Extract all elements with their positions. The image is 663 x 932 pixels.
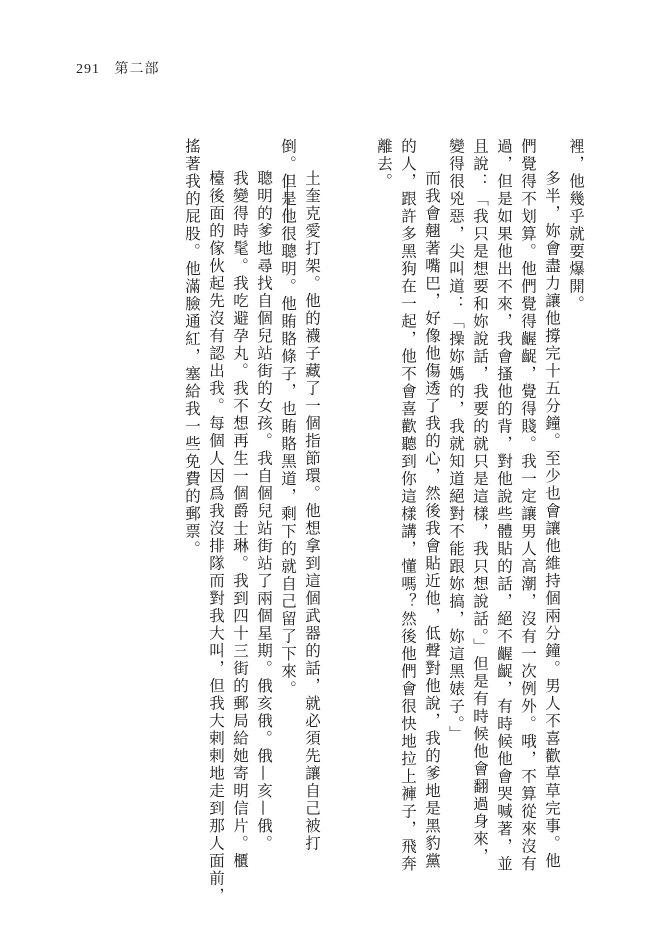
section-title: 第二部 (114, 62, 160, 77)
text-column (348, 138, 372, 898)
text-column: 裡，他幾乎就要爆開。 (567, 138, 585, 313)
text-column: 聰明的爹地尋找自個兒站街的女孩。我自個兒站街站了兩個星期。俄亥俄。俄—亥—俄。 (255, 170, 273, 853)
vertical-text-body (180, 138, 588, 905)
text-column: 且說：「我只是想要和妳說話，我要的就只是這樣，我只想說話。」但是有時候他會翻過身來， (471, 138, 489, 866)
text-column: 倒。但是他很聰明。他賄賂條子，也賄賂黑道，剩下的就自己留了下來。 (279, 138, 297, 698)
text-column (324, 138, 348, 898)
text-column: 過，但是如果他出不來，我會搔他的背，對他說些體貼的話，絕不齷齪，有時候他會哭喊著，並 (495, 138, 513, 873)
text-column: 變得很兇惡，尖叫道：「操妳媽的，我就知道絕對不能跟妳搞，妳這黑婊子。」 (447, 138, 465, 743)
text-column: 我變得時髦。我吃避孕丸。我不想再生一個爵士琳。我到四十三街的郵局給她寄明信片。櫃 (231, 170, 249, 870)
text-column: 們覺得不划算。他們覺得齷齪，覺得賤。我一定讓男人高潮，沒有一次例外。哦，不算從來沒有 (519, 138, 537, 873)
page-number: 291 (76, 62, 100, 77)
text-column: 而我會翹著嘴巴，好像他傷透了我的心，然後我會貼近他，低聲對他說，我的爹地是黑豹黨 (423, 170, 441, 870)
running-header (76, 58, 160, 78)
text-column: 檯後面的傢伙起先沒有認出我。每個人因爲我沒排隊而對我大叫，但我大剌剌地走到那人面前， (207, 170, 225, 905)
text-column: 土奎克愛打架。他的襪子藏了一個指節環。他想拿到這個武器的話，就必須先讓自己被打 (303, 170, 321, 853)
text-column: 多半，妳會盡力讓他撐完十五分鐘。至少也會讓他維持個兩分鐘。男人不喜歡草草完事。他 (543, 170, 561, 870)
text-column: 搖著我的屁股。他滿臉通紅，塞給我一些免費的郵票。 (183, 138, 201, 558)
text-column: 的人，跟許多黑狗在一起，他不會喜歡聽到你這樣講，懂嗎？然後他們會很快地拉上褲子，飛奔 (399, 138, 417, 873)
text-column: 離去。 (375, 138, 393, 191)
